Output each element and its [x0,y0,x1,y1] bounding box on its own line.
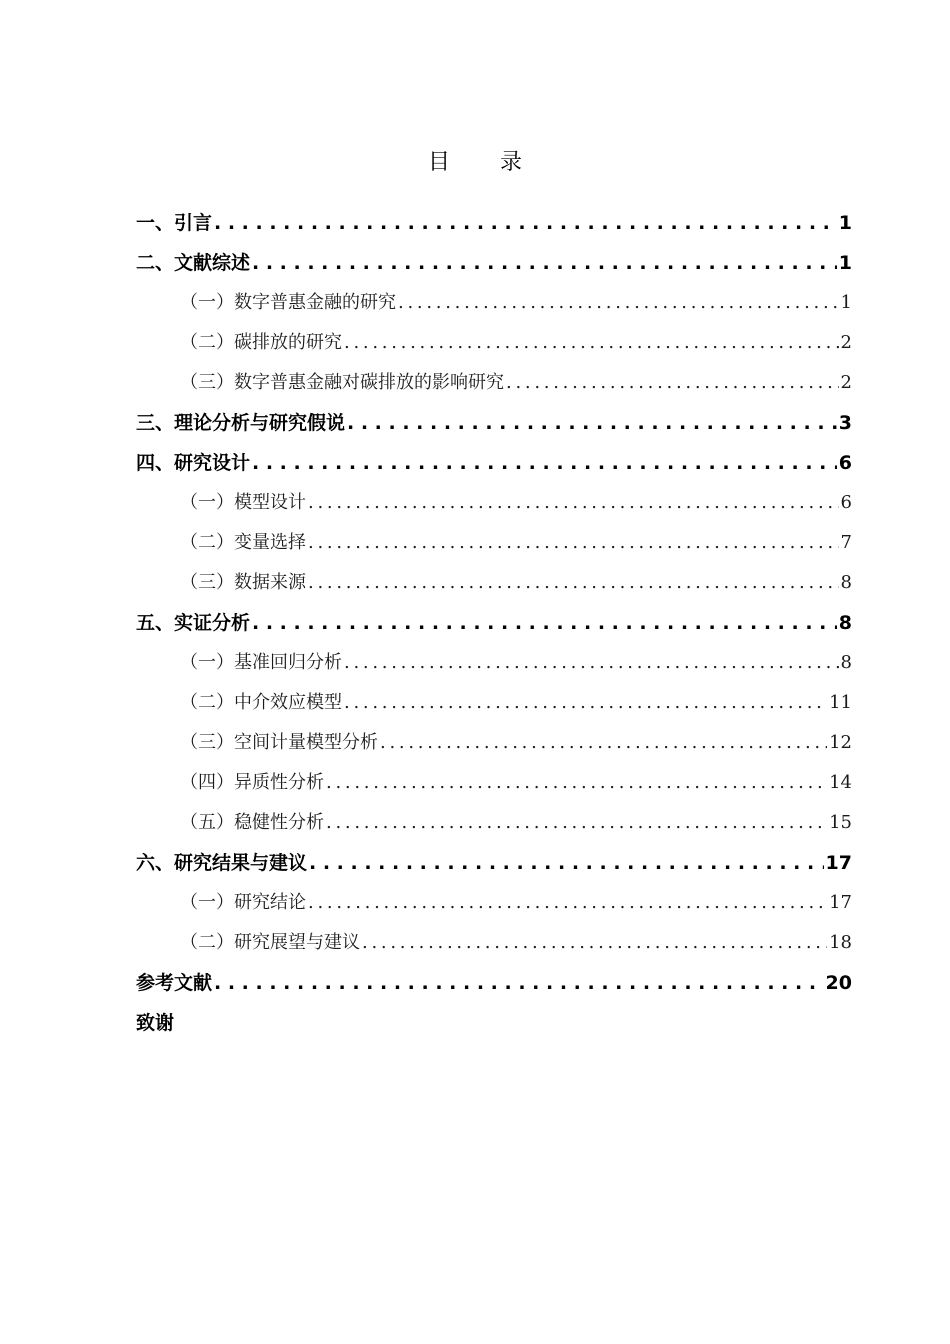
toc-entry-page-number: 15 [829,812,852,833]
toc-entry-section[interactable] [136,323,852,363]
toc-entry-page-number: 12 [829,732,852,753]
toc-entry-page-number: 17 [825,852,852,874]
toc-dot-leader [344,683,827,723]
toc-entry-page-number: 2 [840,372,852,393]
toc-title-part1: 目 [427,150,450,175]
toc-entry-page-number: 7 [840,532,852,553]
toc-dot-leader [326,803,827,843]
toc-dot-leader [398,283,839,323]
toc-entry-page-number: 1 [840,292,852,313]
toc-entry-label: （一）研究结论 [180,892,306,913]
toc-dot-leader [308,563,839,603]
toc-entry-label: （二）中介效应模型 [180,692,342,713]
toc-entry-label: （二）变量选择 [180,532,306,553]
toc-dot-leader [252,243,837,283]
toc-entry-page-number: 14 [829,772,852,793]
toc-entry-page-number: 1 [838,252,852,274]
toc-entry-section[interactable] [136,883,852,923]
toc-entry-page-number: 8 [840,652,852,673]
toc-entry-label: 参考文献 [136,972,213,994]
toc-entry-section[interactable] [136,283,852,323]
toc-dot-leader [344,643,839,683]
toc-dot-leader [214,963,824,1003]
toc-entry-chapter[interactable] [136,243,852,283]
toc-entry-section[interactable] [136,923,852,963]
toc-entry-chapter[interactable] [136,203,852,243]
toc-entry-page-number: 8 [838,612,852,634]
toc-dot-leader [252,603,837,643]
toc-dot-leader [309,843,824,883]
toc-entry-page-number: 1 [838,212,852,234]
toc-entry-label: （三）数据来源 [180,572,306,593]
toc-entry-label: （三）空间计量模型分析 [180,732,378,753]
toc-entry-section[interactable] [136,363,852,403]
toc-entry-page-number: 2 [840,332,852,353]
toc-entry-label: （四）异质性分析 [180,772,324,793]
toc-entry-chapter[interactable] [136,963,852,1003]
toc-entry-label: 六、研究结果与建议 [136,852,308,874]
toc-dot-leader [214,203,837,243]
toc-entry-chapter[interactable] [136,403,852,443]
toc-entry-label: 致谢 [136,1012,175,1034]
toc-dot-leader [326,763,827,803]
toc-title-part2: 录 [500,150,523,175]
toc-entry-label: （二）碳排放的研究 [180,332,342,353]
toc-entry-section[interactable] [136,483,852,523]
toc-entry-label: 三、理论分析与研究假说 [136,412,346,434]
toc-entry-label: 四、研究设计 [136,452,251,474]
toc-entry-chapter[interactable] [136,843,852,883]
toc-entry-label: 五、实证分析 [136,612,251,634]
toc-entry-section[interactable] [136,803,852,843]
toc-entry-section[interactable] [136,563,852,603]
toc-entry-section[interactable] [136,643,852,683]
toc-entry-label: 二、文献综述 [136,252,251,274]
toc-entry-label: （一）基准回归分析 [180,652,342,673]
toc-entry-label: （二）研究展望与建议 [180,932,360,953]
toc-entry-chapter[interactable] [136,603,852,643]
toc-entry-label: 一、引言 [136,212,213,234]
toc-dot-leader [347,403,837,443]
toc-entry-label: （五）稳健性分析 [180,812,324,833]
toc-dot-leader [506,363,839,403]
toc-entry-page-number: 11 [829,692,852,713]
toc-entry-page-number: 20 [825,972,852,994]
toc-dot-leader [252,443,837,483]
toc-entry-page-number: 6 [838,452,852,474]
toc-title [0,146,950,180]
toc-entry-section[interactable] [136,523,852,563]
toc-dot-leader [362,923,827,963]
toc-dot-leader [308,483,839,523]
toc-entry-section[interactable] [136,763,852,803]
toc-dot-leader [308,523,839,563]
toc-list [136,203,852,1043]
toc-entry-page-number: 6 [840,492,852,513]
toc-entry-chapter[interactable] [136,1003,852,1043]
toc-entry-chapter[interactable] [136,443,852,483]
toc-dot-leader [308,883,827,923]
toc-entry-section[interactable] [136,723,852,763]
toc-dot-leader [380,723,827,763]
toc-entry-page-number: 3 [838,412,852,434]
toc-entry-page-number: 8 [840,572,852,593]
toc-entry-label: （一）模型设计 [180,492,306,513]
toc-entry-page-number: 17 [829,892,852,913]
toc-dot-leader [344,323,839,363]
toc-entry-label: （三）数字普惠金融对碳排放的影响研究 [180,372,504,393]
toc-entry-label: （一）数字普惠金融的研究 [180,292,396,313]
toc-entry-section[interactable] [136,683,852,723]
toc-entry-page-number: 18 [829,932,852,953]
